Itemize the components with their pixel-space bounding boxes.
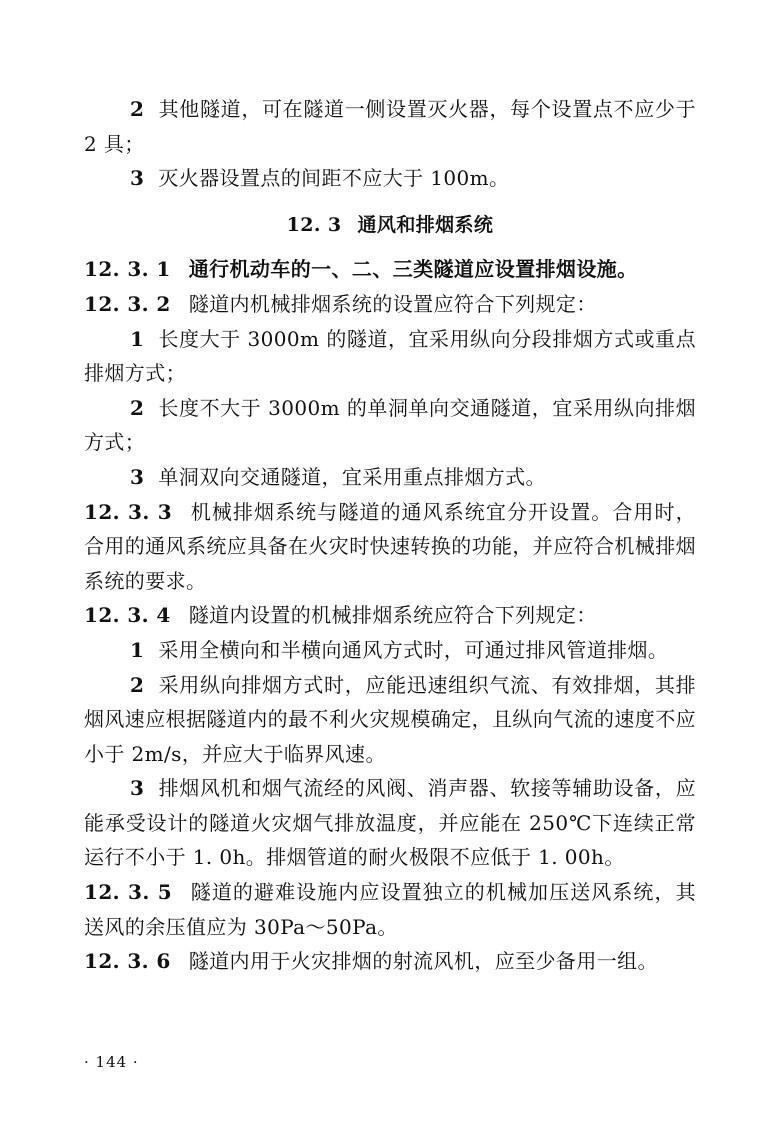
clause-12-3-1 (84, 252, 696, 287)
clause-number: 12. 3. 3 (84, 499, 173, 524)
clause-12-3-2 (84, 287, 696, 322)
list-item (84, 92, 696, 161)
item-number: 1 (130, 326, 145, 351)
item-text: 长度大于 3000m 的隧道，宜采用纵向分段排烟方式或重点排烟方式； (84, 326, 696, 386)
list-item (84, 771, 696, 875)
clause-text: 隧道内设置的机械排烟系统应符合下列规定： (188, 603, 597, 628)
item-number: 3 (130, 464, 145, 489)
list-item (84, 322, 696, 391)
list-item (84, 460, 696, 495)
clause-text: 隧道内用于火灾排烟的射流风机，应至少备用一组。 (188, 949, 658, 974)
clause-text: 通行机动车的一、二、三类隧道应设置排烟设施。 (188, 257, 638, 282)
clause-12-3-5 (84, 875, 696, 944)
item-text: 单洞双向交通隧道，宜采用重点排烟方式。 (158, 464, 546, 489)
item-text: 灭火器设置点的间距不应大于 100m。 (158, 166, 510, 191)
page-number: · 144 · (84, 1053, 139, 1071)
clause-12-3-3 (84, 495, 696, 599)
item-text: 长度不大于 3000m 的单洞单向交通隧道，宜采用纵向排烟方式； (84, 395, 696, 455)
clause-number: 12. 3. 2 (84, 291, 171, 316)
clause-number: 12. 3. 6 (84, 949, 171, 974)
item-number: 2 (130, 97, 145, 121)
clause-12-3-6 (84, 944, 696, 979)
clause-12-3-4 (84, 598, 696, 633)
item-number: 1 (130, 637, 145, 662)
list-item (84, 668, 696, 772)
clause-text: 隧道的避难设施内应设置独立的机械加压送风系统，其送风的余压值应为 30Pa～50Pa。 (84, 880, 696, 939)
item-number: 2 (130, 672, 145, 697)
item-text: 采用全横向和半横向通风方式时，可通过排风管道排烟。 (158, 637, 669, 662)
clause-number: 12. 3. 4 (84, 603, 171, 628)
clause-text: 隧道内机械排烟系统的设置应符合下列规定： (188, 291, 597, 316)
item-text: 采用纵向排烟方式时，应能迅速组织气流、有效排烟，其排烟风速应根据隧道内的最不利火灾规模确定，且纵向气流的速度不应小于 2m/s，并应大于临界风速。 (84, 672, 696, 766)
item-number: 2 (130, 395, 145, 420)
item-number: 3 (130, 776, 145, 801)
clause-text: 机械排烟系统与隧道的通风系统宜分开设置。合用时，合用的通风系统应具备在火灾时快速转换的功能，并应符合机械排烟系统的要求。 (84, 499, 696, 593)
item-text: 其他隧道，可在隧道一侧设置灭火器，每个设置点不应少于 2 具； (84, 97, 696, 156)
document-body (84, 92, 696, 979)
clause-number: 12. 3. 1 (84, 257, 171, 282)
list-item (84, 633, 696, 668)
list-item (84, 391, 696, 460)
item-number: 3 (130, 166, 145, 191)
section-number: 12. 3 (286, 213, 342, 236)
list-item (84, 161, 696, 196)
section-title: 通风和排烟系统 (357, 213, 494, 236)
section-heading (84, 208, 696, 243)
item-text: 排烟风机和烟气流经的风阀、消声器、软接等辅助设备，应能承受设计的隧道火灾烟气排放温度，并应能在 250℃下连续正常运行不小于 1. 0h。排烟管道的耐火极限不应低于 1. 00h。 (84, 776, 696, 870)
clause-number: 12. 3. 5 (84, 880, 173, 905)
